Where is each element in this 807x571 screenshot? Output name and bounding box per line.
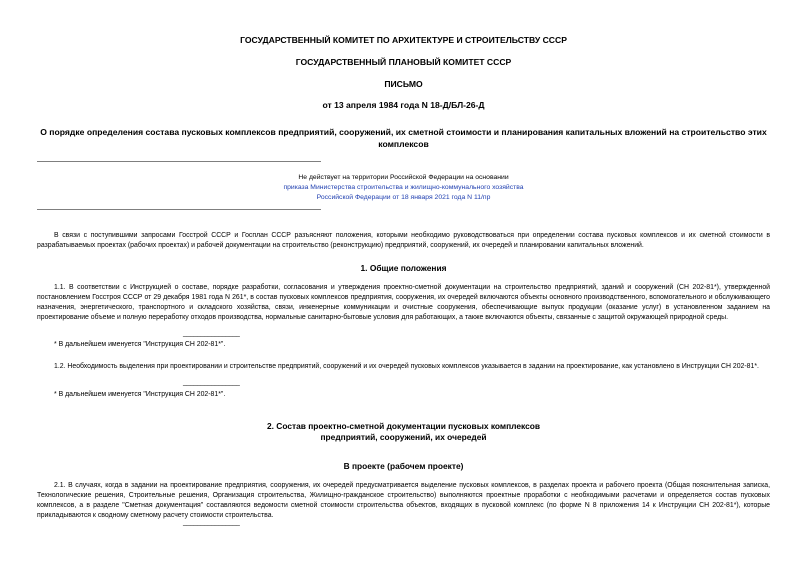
section-2-heading-line-2: предприятий, сооружений, их очередей: [320, 432, 487, 442]
divider-top: [37, 161, 321, 162]
divider-bottom: [37, 209, 321, 210]
status-notice-link-line-1[interactable]: приказа Министерства строительства и жилищно-коммунального хозяйства: [283, 184, 524, 191]
footnote-2: * В дальнейшем именуется "Инструкция СН 202-81*".: [54, 391, 226, 398]
issuer-line-1: ГОСУДАРСТВЕННЫЙ КОМИТЕТ ПО АРХИТЕКТУРЕ И СТРОИТЕЛЬСТВУ СССР: [240, 35, 567, 45]
status-notice: [220, 173, 587, 203]
status-notice-link-line-2[interactable]: Российской Федерации от 18 января 2021 года N 11/пр: [316, 194, 491, 201]
footnote-separator-2: ________________: [183, 379, 240, 386]
footnote-1: * В дальнейшем именуется "Инструкция СН 202-81*".: [54, 341, 226, 348]
footnote-separator-1: ________________: [183, 330, 240, 337]
section-2-heading-line-1: 2. Состав проектно-сметной документации пусковых комплексов: [266, 421, 541, 431]
issuer-line-2: ГОСУДАРСТВЕННЫЙ ПЛАНОВЫЙ КОМИТЕТ СССР: [295, 57, 512, 67]
subsection-heading: В проекте (рабочем проекте): [343, 461, 464, 471]
section-1-heading: 1. Общие положения: [360, 263, 447, 273]
document-title: О порядке определения состава пусковых комплексов предприятий, сооружений, их сметной стоимости и планирования капитальных вложений на строительство этих комплексов: [40, 127, 767, 149]
document-date: от 13 апреля 1984 года N 18-Д/БЛ-26-Д: [322, 100, 485, 110]
status-notice-text: Не действует на территории Российской Федерации на основании: [298, 174, 509, 181]
paragraph-1-1: 1.1. В соответствии с Инструкцией о составе, порядке разработки, согласования и утверждения проектно-сметной документации на строительство предприятий, зданий и сооружений (СН 202-81*), утвержденной постановлением Госстроя СССР от 29 декабря 1981 года N 261*, в состав пусковых комплексов предприятия, сооружения, их очередей включаются объекты основного производственного, вспомогательного и обслуживающего назначения, энергетического, транспортного и складского хозяйства, связи, инженерные коммуникации и очистные сооружения, обеспечивающие выпуск продукции (оказание услуг) в установленном заданием на проектирование объеме и полную переработку отходов производства, нормальные санитарно-бытовые условия для работающих, а также включаются объекты, связанные с защитой окружающей природной среды.: [37, 284, 770, 322]
paragraph-2-1: 2.1. В случаях, когда в задании на проектирование предприятия, сооружения, их очередей предусматривается выделение пусковых комплексов, в разделах проекта и рабочего проекта (Общая пояснительная записка, Технологические решения, Строительные решения, Организация строительства, Жилищно-гражданское строительство) выполняются проектные проработки с необходимыми расчетами и определяется состав пусковых комплексов, а в разделе "Сметная документация" составляются ведомости сметной стоимости строительства объектов, входящих в пусковой комплекс (по форме N 8 приложения 14 к Инструкции СН 202-81*), которые прикладываются к сводному сметному расчету стоимости строительства.: [37, 482, 770, 520]
intro-paragraph: В связи с поступившими запросами Госстрой СССР и Госплан СССР разъясняют положения, которыми необходимо руководствоваться при определении состава пусковых комплексов и их сметной стоимости в разрабатываемых проектах (рабочих проектах) и рабочей документации на строительство (реконструкцию) предприятий, сооружений, их очередей и планировании капитальных вложений.: [37, 232, 770, 250]
paragraph-1-2: 1.2. Необходимость выделения при проектировании и строительстве предприятий, сооружений и их очередей пусковых комплексов указывается в задании на проектирование, как установлено в Инструкции СН 202-81*.: [54, 363, 759, 370]
footnote-separator-3: ________________: [183, 519, 240, 526]
document-type: ПИСЬМО: [384, 79, 423, 89]
